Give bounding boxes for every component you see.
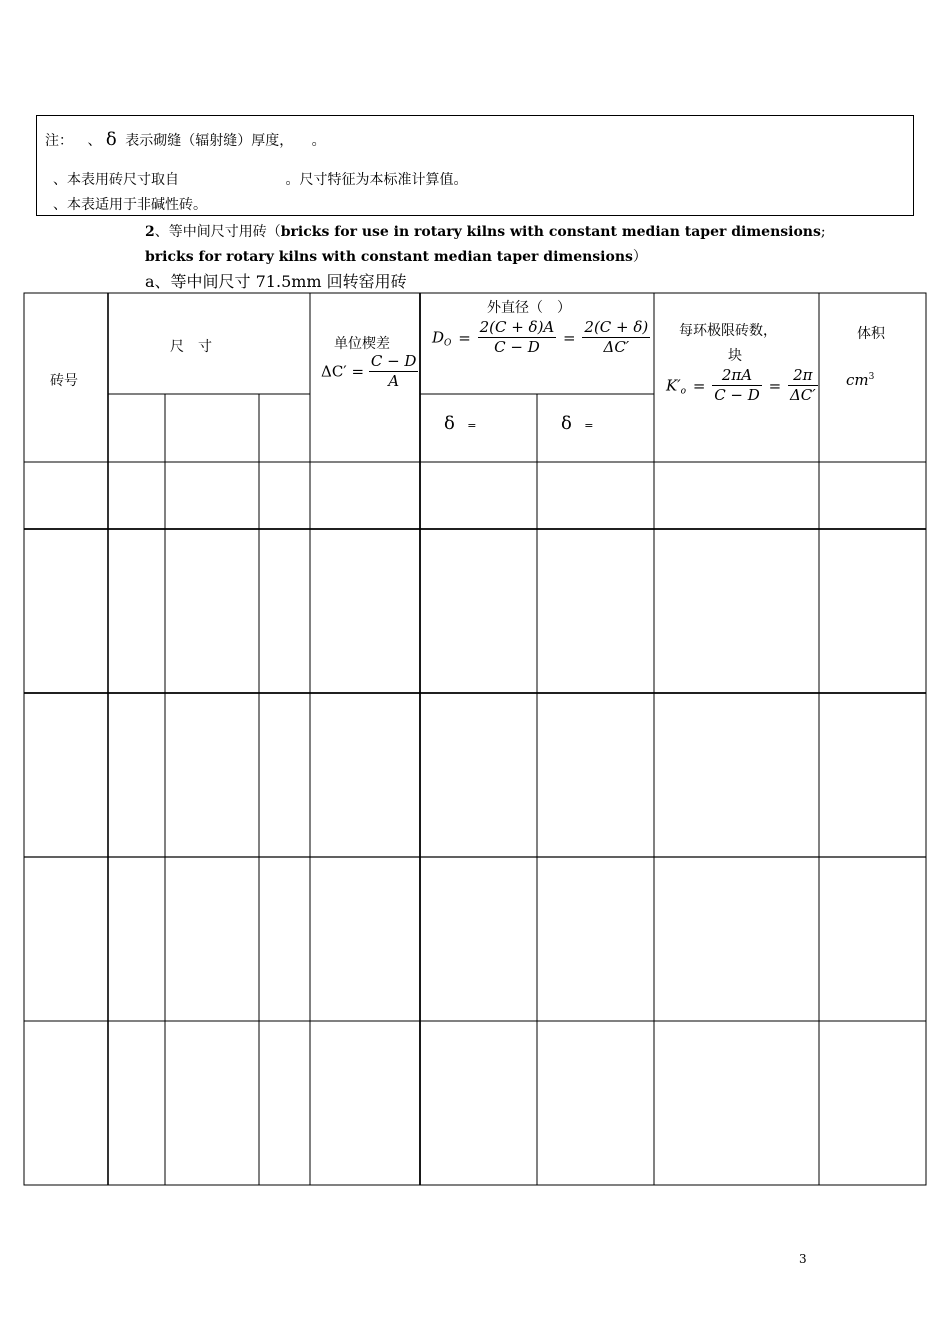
note-text-3: 、本表适用于非碱性砖。 <box>53 197 207 213</box>
k-denominator-2: ΔC′ <box>789 386 816 404</box>
k-denominator-1: C − D <box>714 386 760 404</box>
note-text-2b: 。尺寸特征为本标准计算值。 <box>285 172 468 188</box>
dia-denominator-2: ΔC′ <box>603 338 630 356</box>
formula-limit-count <box>666 366 818 405</box>
header-volume-unit <box>846 371 874 389</box>
formula-unit-taper <box>321 352 418 391</box>
dia-eq-2: = <box>563 328 576 347</box>
k-eq-1: = <box>692 376 706 395</box>
formula-outer-diameter <box>432 318 650 357</box>
k-sub: o <box>680 386 687 397</box>
taper-lhs: ΔC′ = <box>321 362 365 381</box>
dia-fraction-1 <box>478 318 557 357</box>
taper-numerator: C − D <box>370 352 417 370</box>
table-subheading: a、等中间尺寸 71.5mm 回转窑用砖 <box>145 272 407 291</box>
delta-eq-2: = <box>584 419 594 432</box>
k-lhs: K′ <box>666 376 681 395</box>
volume-unit: cm <box>846 371 869 389</box>
volume-exp: 3 <box>868 372 875 382</box>
section-sep: ; <box>820 224 826 240</box>
note-delta: δ <box>105 129 117 150</box>
note-text-2a: 、本表用砖尺寸取自 <box>53 172 179 188</box>
section-title-cn: 、等中间尺寸用砖（ <box>154 224 281 240</box>
k-numerator-2: 2π <box>788 366 818 386</box>
dia-numerator-2: 2(C + δ) <box>584 318 649 336</box>
note-label: 注： <box>45 133 73 149</box>
header-limit-count: 每环极限砖数， <box>679 323 777 339</box>
k-numerator-1: 2πA <box>712 366 762 386</box>
note-text-1: 表示砌缝（辐射缝）厚度， <box>125 133 294 149</box>
section-title-en-2: bricks for rotary kilns with constant median taper dimensions <box>145 249 633 265</box>
section-title-en-1: bricks for use in rotary kilns with constant median taper dimensions <box>280 224 821 240</box>
dia-fraction-2 <box>582 318 650 357</box>
dia-lhs: D <box>432 328 445 347</box>
section-number: 2 <box>145 224 155 240</box>
dia-eq-1: = <box>458 328 471 347</box>
header-volume: 体积 <box>857 326 885 342</box>
taper-fraction <box>369 352 419 391</box>
delta-symbol-1: δ <box>444 413 455 434</box>
header-dimensions: 尺 寸 <box>170 339 212 355</box>
dia-numerator-1: 2(C + δ)A <box>479 318 555 336</box>
dia-sub: O <box>444 338 452 349</box>
taper-denominator: A <box>388 372 400 390</box>
header-limit-count-unit: 块 <box>728 348 742 364</box>
k-fraction-1 <box>712 366 762 405</box>
delta-eq-1: = <box>467 419 477 432</box>
note-sep: 、 <box>87 133 102 149</box>
k-fraction-2 <box>788 366 818 405</box>
header-unit-taper: 单位楔差 <box>334 336 390 352</box>
page-number: 3 <box>799 1252 807 1266</box>
delta-symbol-2: δ <box>561 413 572 434</box>
delta-header-2 <box>561 413 594 434</box>
dia-denominator-1: C − D <box>494 338 540 356</box>
section-close: ） <box>632 249 647 265</box>
header-brick-no: 砖号 <box>50 373 78 389</box>
k-eq-2: = <box>768 376 782 395</box>
delta-header-1 <box>444 413 477 434</box>
note-end-1: 。 <box>311 133 326 149</box>
header-outer-diameter: 外直径（ ） <box>487 300 571 316</box>
